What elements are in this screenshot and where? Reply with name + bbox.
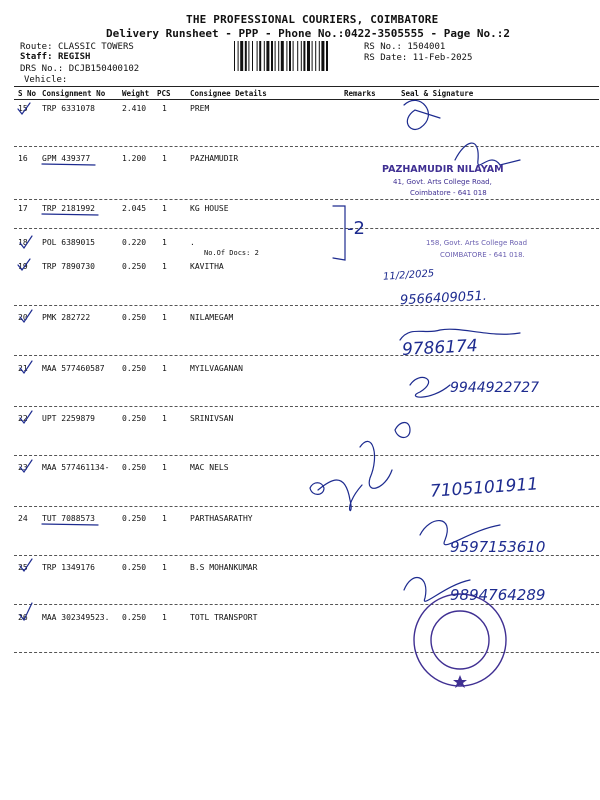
row-sno: 15 xyxy=(18,104,28,113)
col-consignment: Consignment No xyxy=(42,89,106,98)
row-consignee: PAZHAMUDIR xyxy=(190,154,239,163)
staff-value: REGISH xyxy=(57,52,91,62)
row-sno: 16 xyxy=(18,154,28,163)
phone-handwriting: 9944922727 xyxy=(450,380,540,396)
row-weight: 0.250 xyxy=(122,463,147,472)
row-consignee: PARTHASARATHY xyxy=(190,514,253,523)
row-weight: 0.250 xyxy=(122,364,147,373)
row-consignment: TRP 2181992 xyxy=(42,204,95,213)
row-consignee: SRINIVSAN xyxy=(190,414,234,423)
row-sno: 24 xyxy=(18,514,28,523)
row-sno: 21 xyxy=(18,364,28,373)
row-pcs: 1 xyxy=(162,104,167,113)
row-weight: 0.220 xyxy=(122,238,147,247)
row-pcs: 1 xyxy=(162,364,167,373)
row-pcs: 1 xyxy=(162,313,167,322)
row-consignment: TRP 7890730 xyxy=(42,262,95,271)
date-handwriting: 11/2/2025 xyxy=(382,268,435,283)
row-consignment: POL 6389015 xyxy=(42,238,95,247)
row-consignment: MAA 302349523. xyxy=(42,613,110,622)
row-consignee: MYILVAGANAN xyxy=(190,364,243,373)
row-consignment: PMK 282722 xyxy=(42,313,91,322)
row-pcs: 1 xyxy=(162,613,167,622)
phone-handwriting: 7105101911 xyxy=(429,474,539,502)
rs-date-label: RS Date: xyxy=(364,53,408,63)
row-weight: 0.250 xyxy=(122,262,147,271)
row-pcs: 1 xyxy=(162,204,167,213)
rs-no-value: 1504001 xyxy=(407,42,446,52)
row-weight: 0.250 xyxy=(122,563,147,572)
row-sno: 17 xyxy=(18,204,28,213)
col-seal-signature: Seal & Signature xyxy=(401,89,474,98)
kg-stamp-city: COIMBATORE - 641 018. xyxy=(440,251,525,259)
remark-handwriting: -2 xyxy=(347,218,365,239)
row-pcs: 1 xyxy=(162,414,167,423)
rs-date-value: 11-Feb-2025 xyxy=(412,53,473,63)
runsheet-subtitle: Delivery Runsheet - PPP - Phone No.:0422-3505555 - Page No.:2 xyxy=(106,27,510,40)
row-sno: 18 xyxy=(18,238,28,247)
pazhamudir-stamp-address: 41, Govt. Arts College Road, xyxy=(393,178,492,186)
row-weight: 1.200 xyxy=(122,154,147,163)
row-sno: 25 xyxy=(18,563,28,572)
row-weight: 0.250 xyxy=(122,414,147,423)
col-pcs: PCS xyxy=(157,89,171,98)
row-consignment: TRP 1349176 xyxy=(42,563,95,572)
row-pcs: 1 xyxy=(162,463,167,472)
row-weight: 2.410 xyxy=(122,104,147,113)
row-consignment: GPM 439377 xyxy=(42,154,91,163)
row-consignment: MAA 577460587 xyxy=(42,364,105,373)
row-consignment: TRP 6331078 xyxy=(42,104,95,113)
row-consignee: TOTL TRANSPORT xyxy=(190,613,258,622)
row-consignment: UPT 2259879 xyxy=(42,414,95,423)
row-consignee: PREM xyxy=(190,104,210,113)
row-weight: 0.250 xyxy=(122,613,147,622)
row-consignee: MAC NELS xyxy=(190,463,229,472)
col-sno: S No xyxy=(18,89,37,98)
col-weight: Weight xyxy=(122,89,150,98)
row-pcs: 1 xyxy=(162,154,167,163)
kg-stamp-address: 158, Govt. Arts College Road xyxy=(426,239,528,247)
row-sno: 23 xyxy=(18,463,28,472)
row-pcs: 1 xyxy=(162,262,167,271)
row-consignment: TUT 7088573 xyxy=(42,514,95,523)
route-label: Route: xyxy=(20,42,53,52)
row-pcs: 1 xyxy=(162,238,167,247)
staff-label: Staff: xyxy=(20,52,53,62)
row-consignee: . xyxy=(190,238,195,247)
row-pcs: 1 xyxy=(162,563,167,572)
phone-handwriting: 9894764289 xyxy=(450,586,546,604)
pazhamudir-stamp-name: PAZHAMUDIR NILAYAM xyxy=(382,164,504,175)
phone-handwriting: 9786174 xyxy=(401,336,479,360)
col-remarks: Remarks xyxy=(344,89,376,98)
drs-label: DRS No.: xyxy=(20,64,64,74)
row-weight: 2.045 xyxy=(122,204,147,213)
vehicle-label: Vehicle: xyxy=(24,75,68,85)
rs-no-label: RS No.: xyxy=(364,42,402,52)
drs-value: DCJB150400102 xyxy=(68,64,140,74)
row-consignee: KAVITHA xyxy=(190,262,224,271)
row-pcs: 1 xyxy=(162,514,167,523)
phone-handwriting: 9597153610 xyxy=(450,538,546,556)
row-note: No.Of Docs: 2 xyxy=(204,249,259,257)
company-title: THE PROFESSIONAL COURIERS, COIMBATORE xyxy=(186,13,439,26)
row-consignee: NILAMEGAM xyxy=(190,313,234,322)
row-consignee: KG HOUSE xyxy=(190,204,229,213)
route-value: CLASSIC TOWERS xyxy=(57,42,134,52)
row-consignment: MAA 577461134- xyxy=(42,463,110,472)
phone-handwriting: 9566409051. xyxy=(399,288,488,309)
row-sno: 19 xyxy=(18,262,28,271)
row-sno: 20 xyxy=(18,313,28,322)
row-sno: 22 xyxy=(18,414,28,423)
pazhamudir-stamp-city: Coimbatore - 641 018 xyxy=(410,189,487,197)
row-sno: 26 xyxy=(18,613,28,622)
row-weight: 0.250 xyxy=(122,313,147,322)
row-consignee: B.S MOHANKUMAR xyxy=(190,563,258,572)
row-weight: 0.250 xyxy=(122,514,147,523)
col-consignee: Consignee Details xyxy=(190,89,267,98)
